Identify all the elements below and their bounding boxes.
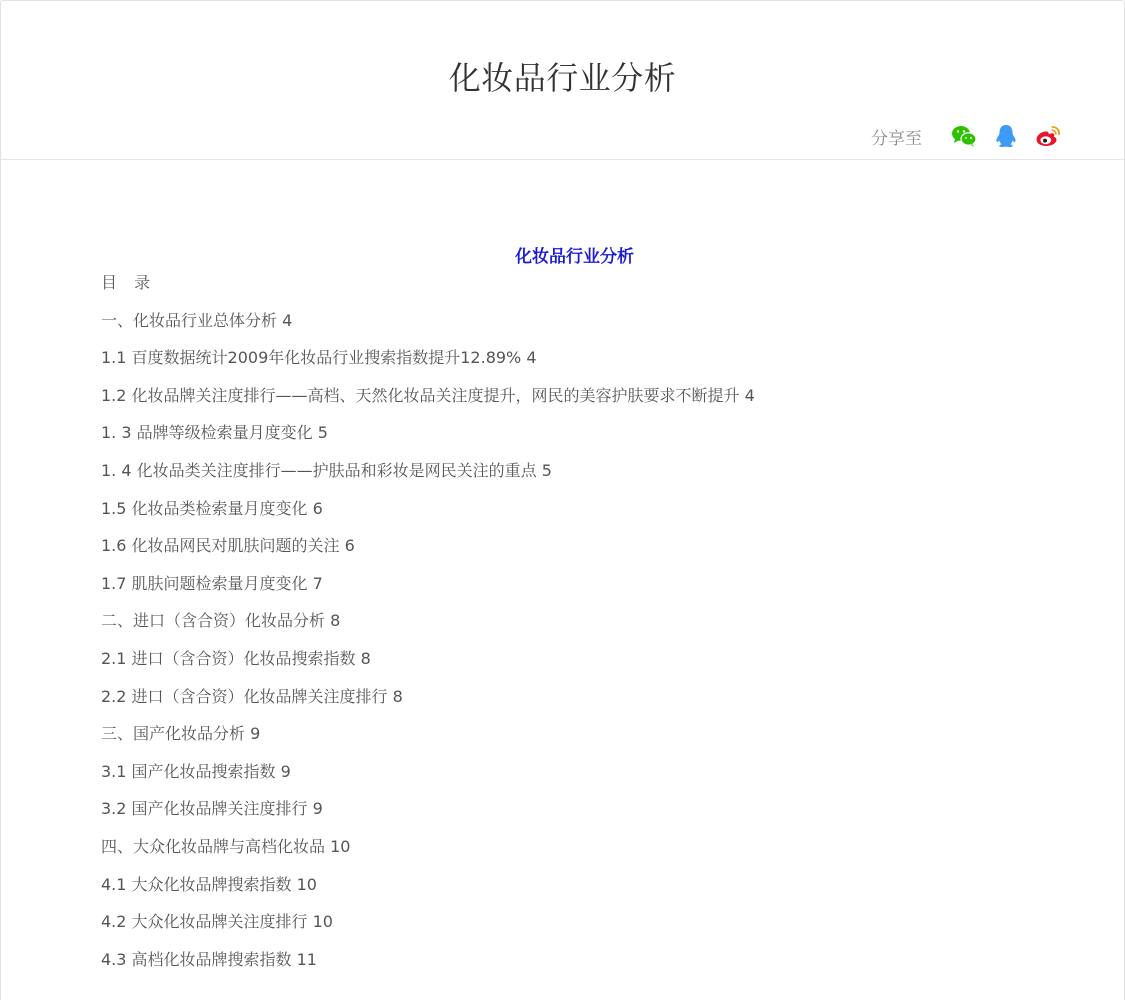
share-label: 分享至 [871, 128, 922, 149]
table-of-contents [99, 308, 1026, 985]
toc-item: 1.2 化妆品牌关注度排行——高档、天然化妆品关注度提升，网民的美容护肤要求不断提升 4 [101, 385, 755, 405]
toc-item: 4.3 高档化妆品牌搜索指数 11 [101, 949, 317, 969]
share-bar [871, 121, 1062, 151]
contents-label: 目 录 [101, 273, 157, 292]
toc-item: 3.1 国产化妆品搜索指数 9 [101, 761, 291, 781]
page-title: 化妆品行业分析 [448, 59, 677, 97]
article-body [1, 244, 1124, 984]
toc-item: 三、国产化妆品分析 9 [101, 724, 261, 744]
toc-item: 3.2 国产化妆品牌关注度排行 9 [101, 799, 323, 819]
article-header [1, 1, 1124, 160]
toc-item: 1.1 百度数据统计2009年化妆品行业搜索指数提升12.89% 4 [101, 348, 537, 368]
qq-icon[interactable] [992, 122, 1020, 150]
toc-item: 4.1 大众化妆品牌搜索指数 10 [101, 874, 317, 894]
toc-item: 2.2 进口（含合资）化妆品牌关注度排行 8 [101, 686, 403, 706]
toc-item: 4.2 大众化妆品牌关注度排行 10 [101, 912, 333, 932]
toc-item: 1. 3 品牌等级检索量月度变化 5 [101, 423, 328, 443]
toc-item: 2.1 进口（含合资）化妆品搜索指数 8 [101, 648, 371, 668]
toc-item: 四、大众化妆品牌与高档化妆品 10 [101, 836, 351, 856]
toc-item: 1. 4 化妆品类关注度排行——护肤品和彩妆是网民关注的重点 5 [101, 460, 552, 480]
toc-item: 一、化妆品行业总体分析 4 [101, 310, 293, 330]
wechat-icon[interactable] [950, 122, 978, 150]
toc-item: 二、进口（含合资）化妆品分析 8 [101, 611, 341, 631]
toc-item: 1.7 肌肤问题检索量月度变化 7 [101, 573, 323, 593]
toc-item: 1.5 化妆品类检索量月度变化 6 [101, 498, 323, 518]
toc-item: 1.6 化妆品网民对肌肤问题的关注 6 [101, 536, 355, 556]
weibo-icon[interactable] [1034, 122, 1062, 150]
document-heading: 化妆品行业分析 [515, 247, 634, 267]
